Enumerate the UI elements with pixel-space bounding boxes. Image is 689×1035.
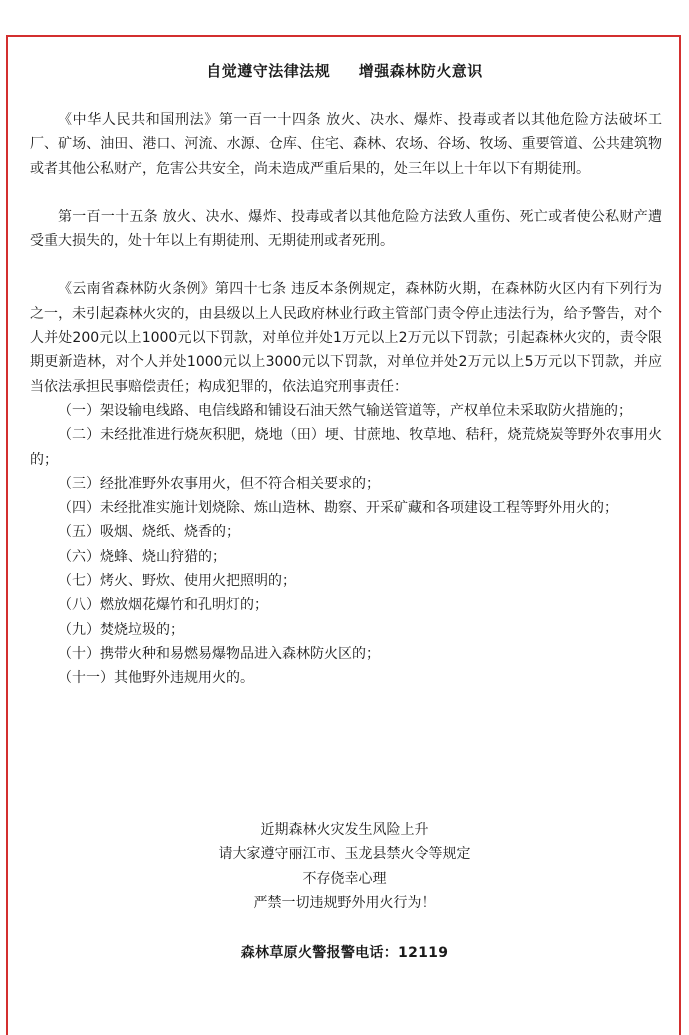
fire-hotline: 森林草原火警报警电话：12119 [240,945,449,961]
notice-block [0,818,689,915]
paragraph-yunnan-regulation-47: 《云南省森林防火条例》第四十七条 违反本条例规定，森林防火期，在森林防火区内有下列行为之一，未引起森林火灾的，由县级以上人民政府林业行政主管部门责令停止违法行为，给予警告，对个人并处200元以上1000元以下罚款，对单位并处1万元以上2万元以下罚款；引起森林火灾的，责令限期更新造林，对个人并处1000元以上3000元以下罚款，对单位并处2万元以上5万元以下罚款，并应当依法承担民事赔偿责任；构成犯罪的，依法追究刑事责任： [30,281,662,395]
list-item: （十一）其他野外违规用火的。 [58,670,254,687]
list-item: （一）架设输电线路、电信线路和铺设石油天然气输送管道等，产权单位未采取防火措施的； [58,402,632,419]
list-item: （十）携带火种和易燃易爆物品进入森林防火区的； [58,645,380,662]
list-item: （六）烧蜂、烧山狩猎的； [58,548,226,565]
notice-line: 不存侥幸心理 [302,870,387,887]
list-item: （二）未经批准进行烧灰积肥，烧地（田）埂、甘蔗地、牧草地、秸秆，烧荒烧炭等野外农事用火的； [30,427,662,468]
list-item: （五）吸烟、烧纸、烧香的； [58,524,240,541]
notice-line: 近期森林火灾发生风险上升 [260,822,429,838]
paragraph-criminal-law-115: 第一百一十五条 放火、决水、爆炸、投毒或者以其他危险方法致人重伤、死亡或者使公私财产遭受重大损失的，处十年以上有期徒刑、无期徒刑或者死刑。 [30,208,662,250]
paragraph-criminal-law-114: 《中华人民共和国刑法》第一百一十四条 放火、决水、爆炸、投毒或者以其他危险方法破坏工厂、矿场、油田、港口、河流、水源、仓库、住宅、森林、农场、谷场、牧场、重要管道、公共建筑物或者其他公私财产，危害公共安全，尚未造成严重后果的，处三年以上十年以下有期徒刑。 [30,112,662,177]
list-item: （七）烤火、野炊、使用火把照明的； [58,573,296,590]
notice-line: 请大家遵守丽江市、玉龙县禁火令等规定 [218,846,471,863]
article-body [30,108,662,691]
notice-line: 严禁一切违规野外用火行为！ [253,894,436,911]
list-item: （四）未经批准实施计划烧除、炼山造林、勘察、开采矿藏和各项建设工程等野外用火的； [58,500,618,517]
list-item: （八）燃放烟花爆竹和孔明灯的； [58,597,268,614]
page-title: 自觉遵守法律法规 增强森林防火意识 [206,62,483,80]
list-item: （九）焚烧垃圾的； [58,621,184,638]
list-item: （三）经批准野外农事用火，但不符合相关要求的； [58,475,380,492]
